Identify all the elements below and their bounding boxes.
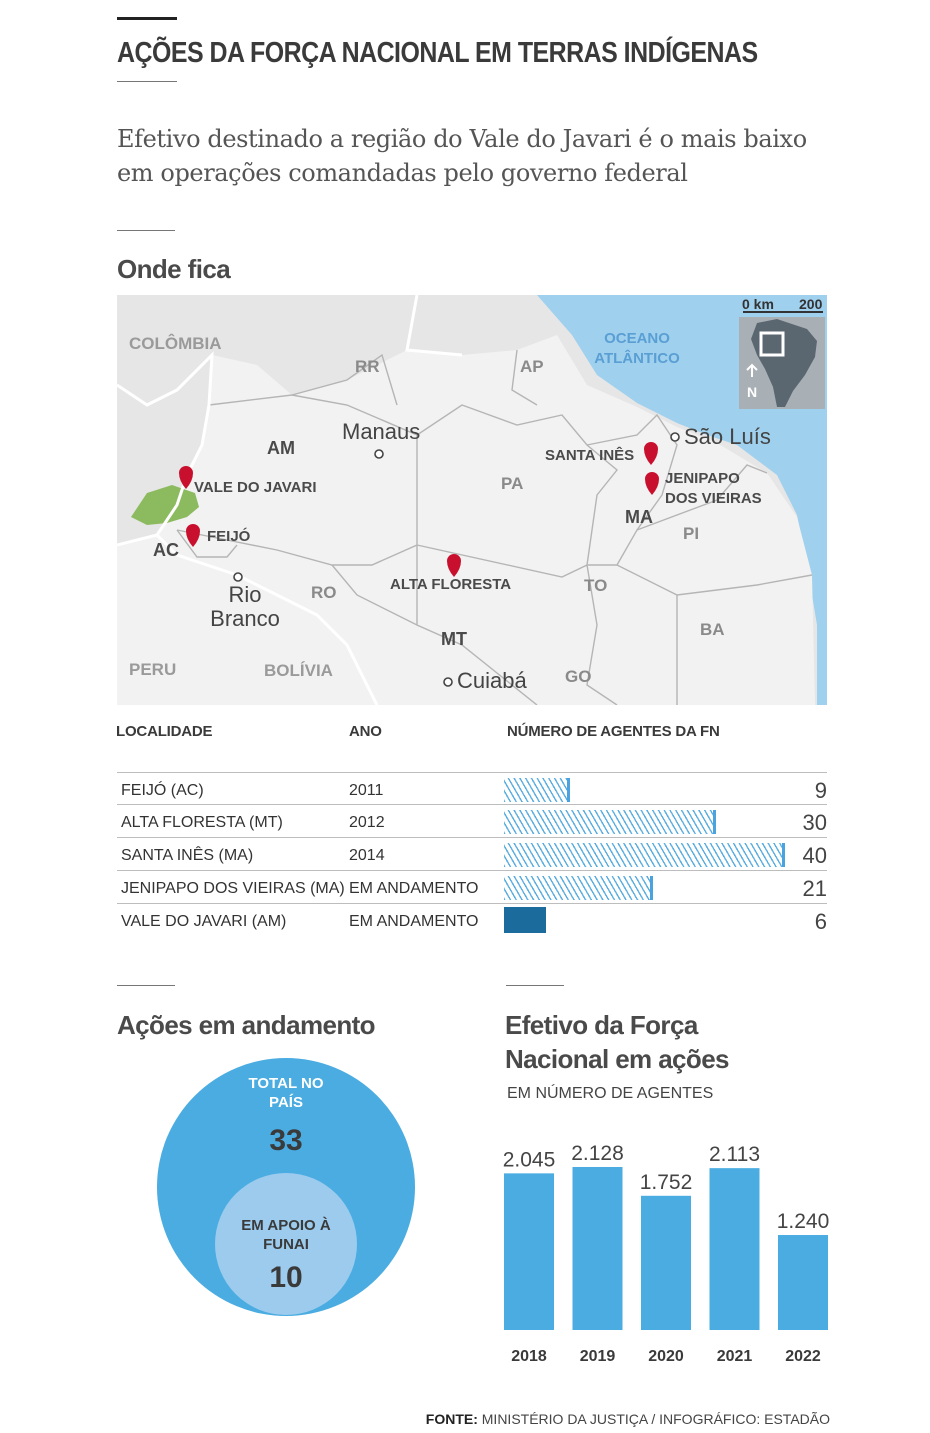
bar-value-label: 1.240 [776, 1210, 830, 1234]
row-agents-value: 40 [802, 843, 827, 868]
agents-bar [504, 843, 782, 867]
state-to: TO [584, 576, 608, 595]
efetivo-heading: Efetivo da Força Nacional em ações [505, 1010, 729, 1074]
funai-label: EM APOIO À FUNAI [241, 1217, 331, 1253]
row-locality: ALTA FLORESTA (MT) [121, 814, 283, 831]
bar-value-label: 1.752 [639, 1170, 693, 1194]
title-rule [117, 81, 177, 82]
page-title: AÇÕES DA FORÇA NACIONAL EM TERRAS INDÍGENAS [117, 37, 758, 69]
state-pi: PI [683, 524, 700, 543]
place-jenipapo: JENIPAPO DOS VIEIRAS [665, 470, 762, 507]
city-manaus: Manaus [342, 419, 421, 444]
source-text: MINISTÉRIO DA JUSTIÇA / INFOGRÁFICO: ESTADÃO [481, 1411, 830, 1427]
country-colombia: COLÔMBIA [129, 334, 222, 353]
state-ap: AP [520, 357, 544, 376]
state-pa: PA [501, 474, 524, 493]
location-map [117, 295, 827, 705]
efetivo-bar-chart [490, 1120, 840, 1380]
source-footer [426, 1411, 830, 1427]
x-tick-label: 2018 [511, 1348, 547, 1365]
country-bolivia: BOLÍVIA [264, 661, 333, 680]
acoes-heading: Ações em andamento [117, 1010, 375, 1040]
efetivo-unit: EM NÚMERO DE AGENTES [507, 1085, 714, 1102]
state-mt: MT [441, 629, 467, 649]
agents-bar-end [713, 810, 716, 834]
state-ma: MA [625, 507, 653, 527]
map-heading: Onde fica [117, 254, 231, 284]
scale-start: 0 km [742, 296, 774, 312]
total-value: 33 [269, 1124, 303, 1157]
page-subtitle: Efetivo destinado a região do Vale do Javari é o mais baixo em operações comandadas pelo governo federal [117, 125, 807, 187]
agents-bar-end [782, 843, 785, 867]
x-tick-label: 2021 [716, 1348, 753, 1365]
place-santa-ines: SANTA INÊS [545, 447, 635, 464]
acoes-rule [117, 985, 175, 986]
scale-end: 200 [799, 296, 823, 312]
city-rio-branco: Rio Branco [210, 582, 280, 631]
bar-value-label: 2.113 [709, 1143, 760, 1167]
bar-2018 [504, 1173, 554, 1330]
row-locality: JENIPAPO DOS VIEIRAS (MA) [121, 880, 345, 897]
total-label: TOTAL NO PAÍS [248, 1075, 324, 1111]
bar-2020 [641, 1196, 691, 1330]
place-alta-floresta: ALTA FLORESTA [390, 576, 512, 593]
row-agents-value: 21 [802, 876, 827, 901]
header-year: ANO [349, 723, 382, 740]
state-ro: RO [311, 583, 337, 602]
agents-bar [504, 810, 713, 834]
section-rule [117, 230, 175, 231]
north-label: N [747, 384, 758, 400]
bar-2019 [573, 1167, 623, 1330]
row-agents-value: 9 [814, 778, 827, 803]
efetivo-rule [506, 985, 564, 986]
agents-bar [504, 778, 567, 802]
top-rule [117, 17, 177, 20]
funai-value: 10 [269, 1261, 303, 1294]
table-row [117, 871, 827, 904]
x-tick-label: 2019 [579, 1348, 616, 1365]
row-agents-value: 6 [814, 909, 827, 934]
state-ac: AC [153, 540, 179, 560]
row-year: 2014 [349, 847, 385, 864]
state-am: AM [267, 438, 295, 458]
row-agents-value: 30 [802, 810, 827, 835]
bar-2021 [710, 1168, 760, 1330]
x-tick-label: 2022 [785, 1348, 821, 1365]
agents-bar-end [650, 876, 653, 900]
table-row [117, 904, 827, 937]
state-ba: BA [700, 620, 725, 639]
state-go: GO [565, 667, 592, 686]
row-locality: SANTA INÊS (MA) [121, 847, 254, 864]
table-row [117, 838, 827, 871]
header-agents: NÚMERO DE AGENTES DA FN [507, 723, 720, 740]
bar-2022 [778, 1235, 828, 1330]
country-peru: PERU [129, 660, 177, 679]
x-tick-label: 2020 [648, 1348, 684, 1365]
place-feijo: FEIJÓ [207, 528, 251, 545]
bar-value-label: 2.128 [571, 1142, 624, 1165]
table-row [117, 805, 827, 838]
row-year: EM ANDAMENTO [349, 913, 479, 930]
ocean-label: OCEANO ATLÂNTICO [594, 330, 680, 367]
city-sao-luis: São Luís [684, 424, 771, 449]
row-year: 2012 [349, 814, 385, 831]
bar-value-label: 2.045 [502, 1148, 556, 1172]
state-rr: RR [355, 357, 380, 376]
agents-bar-end [567, 778, 570, 802]
table-row [117, 772, 827, 805]
row-year: 2011 [349, 782, 384, 799]
row-locality: FEIJÓ (AC) [121, 782, 204, 799]
row-year: EM ANDAMENTO [349, 880, 479, 897]
place-vale-do-javari: VALE DO JAVARI [194, 479, 317, 496]
source-label: FONTE: [425, 1411, 478, 1427]
header-locality: LOCALIDADE [116, 723, 213, 740]
agents-bar [504, 907, 546, 933]
city-cuiaba: Cuiabá [457, 668, 527, 693]
row-locality: VALE DO JAVARI (AM) [121, 913, 287, 930]
agents-bar [504, 876, 650, 900]
